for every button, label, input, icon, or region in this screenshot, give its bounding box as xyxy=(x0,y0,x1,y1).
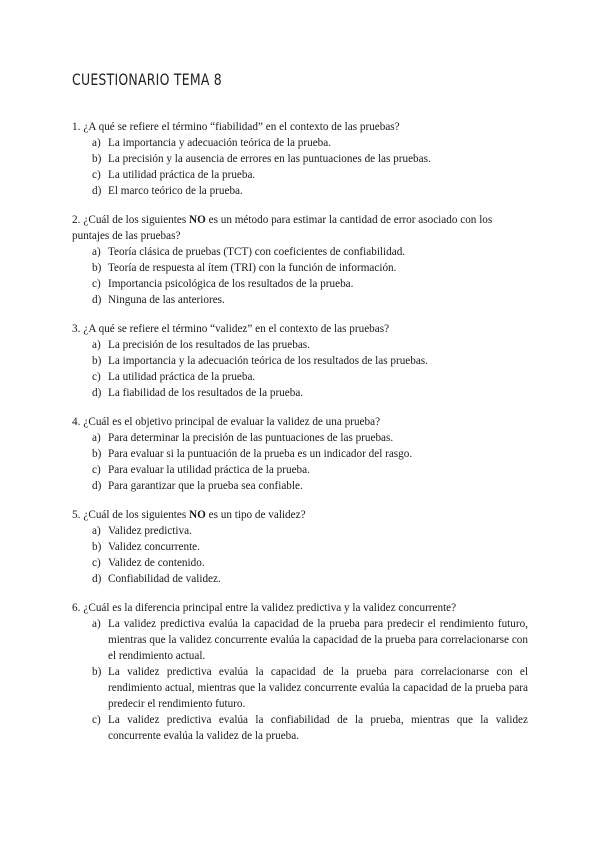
answer-option xyxy=(72,183,528,199)
option-letter: a) xyxy=(92,246,101,258)
option-text: Para garantizar que la prueba sea confiable. xyxy=(108,480,303,492)
option-text: Confiabilidad de validez. xyxy=(108,573,221,585)
option-letter: d) xyxy=(92,294,102,306)
option-letter: c) xyxy=(92,557,101,569)
answer-option xyxy=(72,260,528,276)
option-text: La importancia y adecuación teórica de la prueba. xyxy=(108,137,332,149)
option-text: La precisión de los resultados de las pruebas. xyxy=(108,339,310,351)
question-number: 2. xyxy=(72,214,81,226)
question-text xyxy=(72,212,528,244)
answer-option xyxy=(72,135,528,151)
option-text: La validez predictiva evalúa la capacidad de la prueba para predecir el rendimiento futuro, mientras que la validez concurrente evalúa la capacidad de la prueba para correlacionarse con el rendimiento actual. xyxy=(108,618,528,662)
option-text: Validez predictiva. xyxy=(108,525,192,537)
question-text-end: es un tipo de validez? xyxy=(205,509,306,521)
answer-option xyxy=(72,539,528,555)
question-number: 5. xyxy=(72,509,81,521)
option-list xyxy=(72,337,528,401)
question-text xyxy=(72,414,528,430)
option-text: Teoría clásica de pruebas (TCT) con coeficientes de confiabilidad. xyxy=(108,246,406,258)
question-5 xyxy=(72,507,528,587)
option-letter: a) xyxy=(92,339,101,351)
option-letter: a) xyxy=(92,137,101,149)
option-letter: b) xyxy=(92,262,102,274)
option-letter: c) xyxy=(92,714,101,726)
option-text: Para evaluar si la puntuación de la prueba es un indicador del rasgo. xyxy=(108,448,413,460)
option-letter: c) xyxy=(92,169,101,181)
answer-option xyxy=(72,478,528,494)
answer-option xyxy=(72,292,528,308)
question-text-start: ¿Cuál de los siguientes xyxy=(83,214,190,226)
option-text: La utilidad práctica de la prueba. xyxy=(108,371,256,383)
question-4 xyxy=(72,414,528,494)
option-letter: b) xyxy=(92,153,102,165)
answer-option xyxy=(72,430,528,446)
question-text-start: ¿Cuál es el objetivo principal de evaluar la validez de una prueba? xyxy=(83,416,381,428)
option-text: La precisión y la ausencia de errores en las puntuaciones de las pruebas. xyxy=(108,153,431,165)
answer-option xyxy=(72,353,528,369)
option-text: La importancia y la adecuación teórica de los resultados de las pruebas. xyxy=(108,355,428,367)
question-text-start: ¿A qué se refiere el término “validez” en el contexto de las pruebas? xyxy=(83,323,390,335)
question-text-start: ¿Cuál es la diferencia principal entre la validez predictiva y la validez concurrente? xyxy=(83,602,457,614)
option-list xyxy=(72,523,528,587)
answer-option xyxy=(72,616,528,664)
answer-option xyxy=(72,712,528,744)
option-list xyxy=(72,135,528,199)
option-letter: c) xyxy=(92,464,101,476)
option-text: Importancia psicológica de los resultados de la prueba. xyxy=(108,278,354,290)
answer-option xyxy=(72,462,528,478)
option-letter: b) xyxy=(92,448,102,460)
page-title: CUESTIONARIO TEMA 8 xyxy=(72,70,222,89)
option-text: Para evaluar la utilidad práctica de la prueba. xyxy=(108,464,310,476)
option-text: El marco teórico de la prueba. xyxy=(108,185,243,197)
question-1 xyxy=(72,119,528,199)
question-emphasis: NO xyxy=(189,509,206,521)
option-text: Teoría de respuesta al ítem (TRI) con la función de información. xyxy=(108,262,397,274)
question-number: 4. xyxy=(72,416,81,428)
option-letter: d) xyxy=(92,185,102,197)
answer-option xyxy=(72,337,528,353)
question-text xyxy=(72,507,528,523)
question-text-start: ¿A qué se refiere el término “fiabilidad” en el contexto de las pruebas? xyxy=(83,121,400,133)
question-emphasis: NO xyxy=(189,214,206,226)
option-text: Para determinar la precisión de las puntuaciones de las pruebas. xyxy=(108,432,394,444)
question-3 xyxy=(72,321,528,401)
option-list xyxy=(72,616,528,744)
question-text-end: es un método para estimar la cantidad de error asociado con los puntajes de las pruebas? xyxy=(72,214,493,242)
answer-option xyxy=(72,151,528,167)
question-6 xyxy=(72,600,528,744)
question-number: 6. xyxy=(72,602,81,614)
option-text: La fiabilidad de los resultados de la prueba. xyxy=(108,387,304,399)
answer-option xyxy=(72,664,528,712)
answer-option xyxy=(72,244,528,260)
question-number: 3. xyxy=(72,323,81,335)
answer-option xyxy=(72,446,528,462)
option-letter: c) xyxy=(92,371,101,383)
answer-option xyxy=(72,571,528,587)
question-number: 1. xyxy=(72,121,81,133)
option-letter: d) xyxy=(92,387,102,399)
option-list xyxy=(72,244,528,308)
question-text-start: ¿Cuál de los siguientes xyxy=(83,509,190,521)
option-text: La validez predictiva evalúa la capacidad de la prueba para correlacionarse con el rendimiento actual, mientras que la validez concurrente evalúa la capacidad de la prueba para predecir el rendimiento futuro. xyxy=(108,666,528,710)
option-letter: a) xyxy=(92,618,101,630)
question-2 xyxy=(72,212,528,308)
answer-option xyxy=(72,369,528,385)
answer-option xyxy=(72,523,528,539)
option-letter: b) xyxy=(92,541,102,553)
option-text: La utilidad práctica de la prueba. xyxy=(108,169,256,181)
question-text xyxy=(72,600,528,616)
option-letter: b) xyxy=(92,666,102,678)
option-letter: a) xyxy=(92,525,101,537)
answer-option xyxy=(72,385,528,401)
question-text xyxy=(72,321,528,337)
option-text: La validez predictiva evalúa la confiabilidad de la prueba, mientras que la validez concurrente evalúa la validez de la prueba. xyxy=(108,714,528,742)
question-list xyxy=(72,119,528,744)
answer-option xyxy=(72,167,528,183)
option-text: Validez concurrente. xyxy=(108,541,200,553)
option-text: Validez de contenido. xyxy=(108,557,205,569)
option-letter: d) xyxy=(92,573,102,585)
option-letter: c) xyxy=(92,278,101,290)
option-list xyxy=(72,430,528,494)
answer-option xyxy=(72,276,528,292)
answer-option xyxy=(72,555,528,571)
option-letter: a) xyxy=(92,432,101,444)
option-letter: d) xyxy=(92,480,102,492)
option-letter: b) xyxy=(92,355,102,367)
option-text: Ninguna de las anteriores. xyxy=(108,294,225,306)
question-text xyxy=(72,119,528,135)
